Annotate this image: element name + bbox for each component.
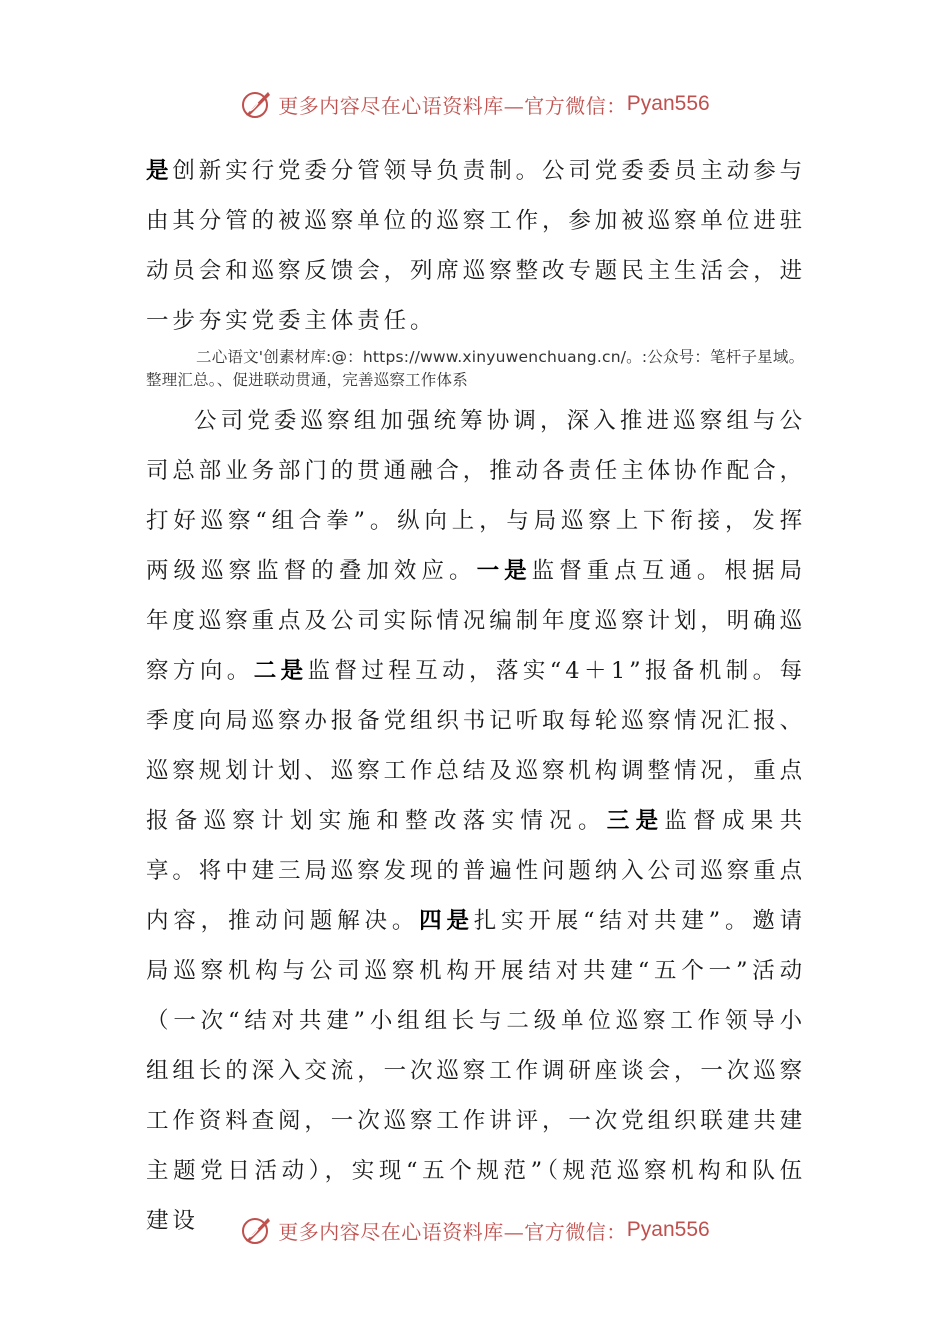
paragraph-2 [146,396,806,1246]
source-note: 二心语文'创素材库:@：https://www.xinyuwenchuang.cn/。:公众号：笔杆子星域。整理汇总。、促进联动贯通，完善巡察工作体系 [146,348,805,389]
bold-lead: 一是 [476,558,532,584]
paragraph-text: 公司党委巡察组加强统筹协调，深入推进巡察组与公司总部业务部门的贯通融合，推动各责任主体协作配合，打好巡察“组合拳”。纵向上，与局巡察上下衔接，发挥两级巡察监督的叠加效应。 [146,408,807,584]
bold-lead: 四是 [419,908,474,934]
bold-lead: 三是 [606,808,665,834]
bold-lead: 是 [146,158,173,184]
watermark-text: 更多内容尽在心语资料库—官方微信： [278,1219,627,1244]
watermark-banner-bottom [0,1210,950,1250]
watermark-wechat-id: Pyan556 [626,92,710,115]
paragraph-text: 监督重点互通。根据局年度巡察重点及公司实际情况编制年度巡察计划，明确巡察方向。 [146,558,807,684]
paragraph-1 [146,146,806,346]
document-body [146,146,806,1246]
watermark-text: 更多内容尽在心语资料库—官方微信： [278,93,627,118]
paragraph-text: 创新实行党委分管领导负责制。公司党委委员主动参与由其分管的被巡察单位的巡察工作，参加被巡察单位进驻动员会和巡察反馈会，列席巡察整改专题民主生活会，进一步夯实党委主体责任。 [146,158,807,334]
quill-logo-icon [240,87,274,121]
paragraph-text: 监督过程互动，落实“4＋1”报备机制。每季度向局巡察办报备党组织书记听取每轮巡察情况汇报、巡察规划计划、巡察工作总结及巡察机构调整情况，重点报备巡察计划实施和整改落实情况。 [146,658,807,834]
watermark-banner-top [0,84,950,124]
paragraph-text: 扎实开展“结对共建”。邀请局巡察机构与公司巡察机构开展结对共建“五个一”活动（一次“结对共建”小组组长与二级单位巡察工作领导小组组长的深入交流，一次巡察工作调研座谈会，一次巡察工作资料查阅，一次巡察工作讲评，一次党组织联建共建主题党日活动），实现“五个规范”（规范巡察机构和队伍建设 [146,908,807,1234]
bold-lead: 二是 [253,658,308,684]
watermark-wechat-id: Pyan556 [626,1218,710,1241]
paragraph-text: 监督成果共享。将中建三局巡察发现的普遍性问题纳入公司巡察重点内容，推动问题解决。 [146,808,807,934]
quill-logo-icon [240,1213,274,1247]
